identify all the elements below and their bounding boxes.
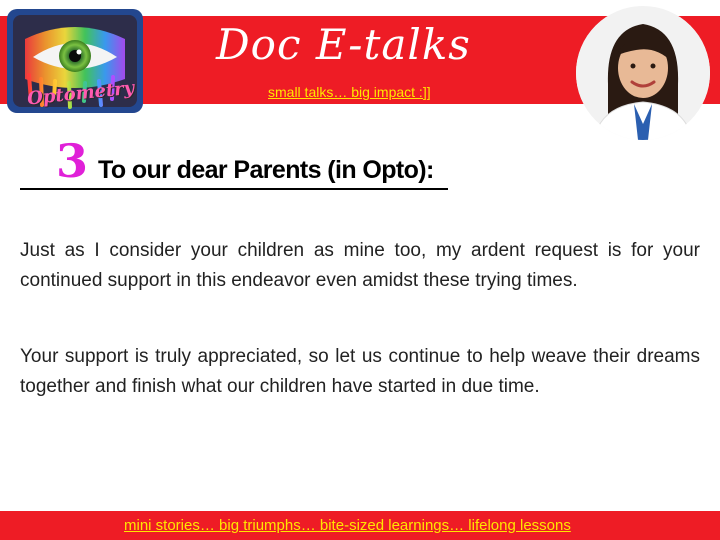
header-tagline: small talks… big impact :]] [268,84,431,100]
speaker-photo [576,6,710,140]
optometry-logo [7,9,143,113]
section-heading [20,134,450,190]
portrait-image [576,6,710,140]
section-title: To our dear Parents (in Opto): [98,156,434,184]
footer-tagline: mini stories… big triumphs… bite-sized learnings… lifelong lessons [124,517,571,534]
page-title: Doc E-talks [216,20,471,69]
heading-underline [20,188,448,190]
logo-wordmark: Optometry [26,77,136,110]
section-number: 3 [56,134,89,188]
paragraph-2: Your support is truly appreciated, so let us continue to help weave their dreams together and finish what our children have started in due time. [20,346,700,397]
paragraph-1: Just as I consider your children as mine too, my ardent request is for your continued support in this endeavor even amidst these trying times. [20,240,700,291]
footer-banner [0,511,720,540]
